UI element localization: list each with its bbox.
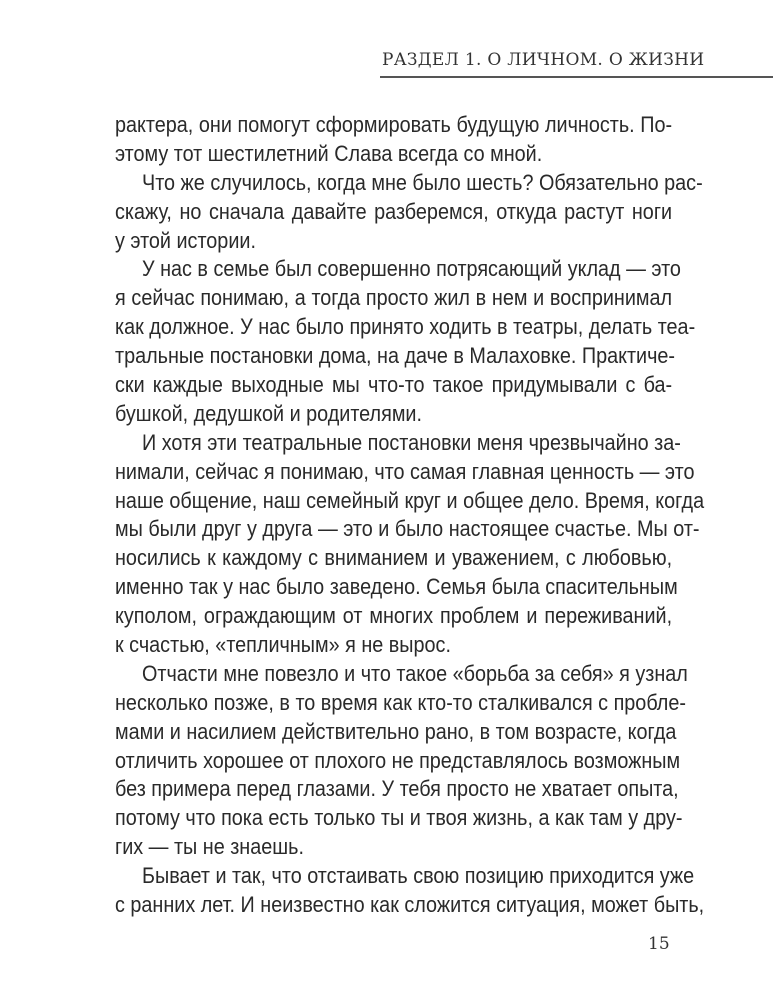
header-divider (380, 76, 773, 78)
text-line: Отчасти мне повезло и что такое «борьба за себя» я узнал (142, 660, 688, 686)
text-line: рактера, они помогут сформировать будущую личность. По- (115, 112, 673, 137)
text-line: У нас в семье был совершенно потрясающий уклад — это (142, 256, 681, 282)
paragraph (115, 660, 688, 862)
text-line: мами и насилием действительно рано, в том возрасте, когда (115, 718, 677, 744)
text-line: нимали, сейчас я понимаю, что самая главная ценность — это (115, 458, 695, 484)
text-line: я сейчас понимаю, а тогда просто жил в нем и воспринимал (115, 285, 673, 311)
text-line: мы были друг у друга — это и было настоящее счастье. Мы от- (115, 516, 700, 542)
text-line: именно так у нас было заведено. Семья была спасительным (115, 574, 678, 600)
text-line: отличить хорошее от плохого не представлялось возможным (115, 747, 681, 773)
text-line: как должное. У нас было принято ходить в театры, делать теа- (115, 314, 696, 340)
text-line: потому что пока есть только ты и твоя жизнь, а как там у дру- (115, 805, 683, 831)
paragraph (115, 255, 696, 428)
text-line: Бывает и так, что отстаивать свою позицию приходится уже (142, 863, 695, 889)
text-line: несколько позже, в то время как кто-то сталкивался с пробле- (115, 689, 686, 715)
text-line: с ранних лет. И неизвестно как сложится ситуация, может быть, (115, 892, 705, 918)
text-line: И хотя эти театральные постановки меня чрезвычайно за- (142, 429, 681, 455)
body-text (115, 111, 705, 920)
paragraph (115, 862, 705, 920)
text-line: ски каждые выходные мы что-то такое придумывали с ба- (115, 372, 673, 398)
paragraph (115, 169, 703, 256)
paragraph (115, 111, 672, 169)
page-number: 15 (648, 934, 670, 954)
text-line: наше общение, наш семейный круг и общее дело. Время, когда (115, 487, 705, 513)
text-line: куполом, ограждающим от многих проблем и переживаний, (115, 603, 673, 629)
text-line: скажу, но сначала давайте разберемся, откуда растут ноги (115, 198, 673, 224)
text-line: бушкой, дедушкой и родителями. (115, 400, 422, 426)
text-line: гих — ты не знаешь. (115, 834, 304, 860)
text-line: носились к каждому с вниманием и уважением, с любовью, (115, 545, 673, 571)
text-line: тральные постановки дома, на даче в Малаховке. Практиче- (115, 343, 676, 369)
text-line: без примера перед глазами. У тебя просто не хватает опыта, (115, 776, 679, 802)
running-header-title: РАЗДЕЛ 1. О ЛИЧНОМ. О ЖИЗНИ (382, 50, 705, 70)
text-line: к счастью, «тепличным» я не вырос. (115, 632, 451, 658)
text-line: у этой истории. (115, 227, 256, 253)
paragraph (115, 429, 705, 660)
text-line: этому тот шестилетний Слава всегда со мной. (115, 140, 543, 166)
text-line: Что же случилось, когда мне было шесть? Обязательно рас- (142, 169, 703, 195)
